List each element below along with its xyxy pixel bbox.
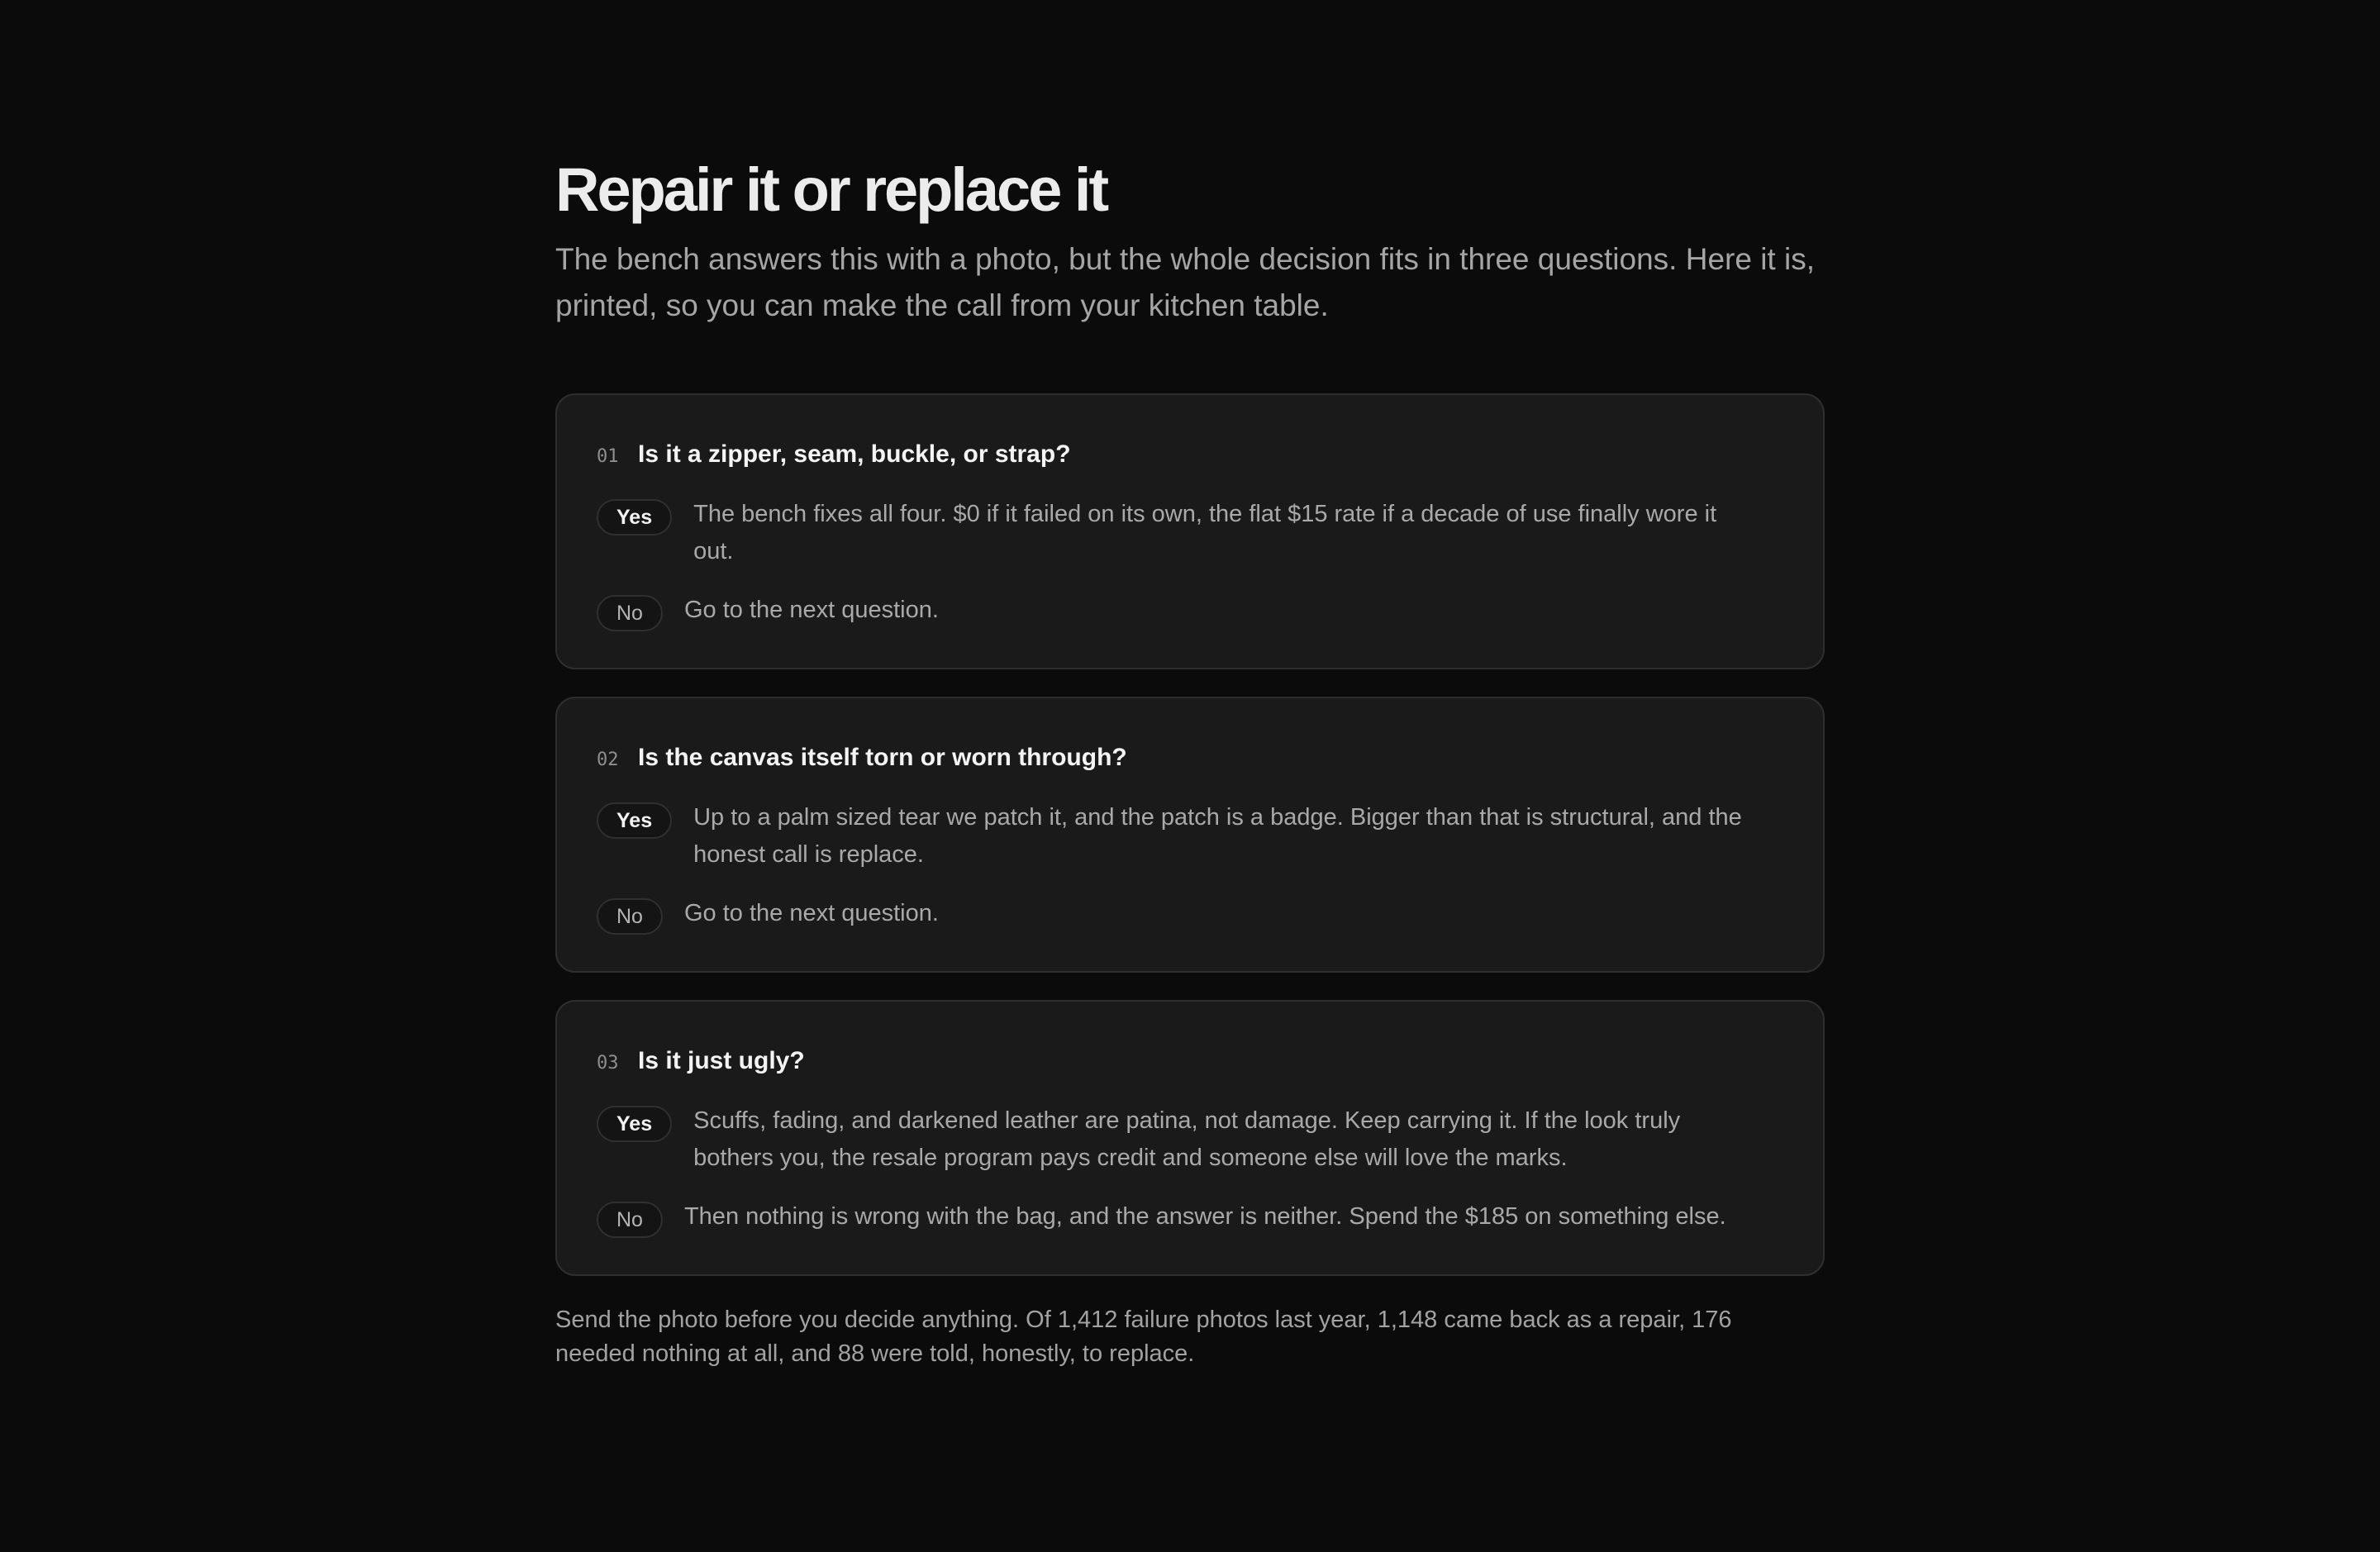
answer-yes: [597, 799, 1783, 874]
footer-note: Send the photo before you decide anything. Of 1,412 failure photos last year, 1,148 came back as a repair, 176 needed nothing at all, and 88 were told, honestly, to replace.: [555, 1307, 1732, 1367]
answer-no: [597, 1198, 1783, 1238]
answer-no-text: Then nothing is wrong with the bag, and the answer is neither. Spend the $185 on something else.: [683, 1203, 1726, 1230]
intro-paragraph: The bench answers this with a photo, but the whole decision fits in three questions. Here it is, printed, so you can make the call from your kitchen table.: [555, 242, 1815, 322]
question-header: [597, 436, 1783, 473]
answer-yes-text: Scuffs, fading, and darkened leather are patina, not damage. Keep carrying it. If the look truly bothers you, the resale program pays credit and someone else will love the marks.: [693, 1107, 1681, 1171]
answer-yes-text: The bench fixes all four. $0 if it failed on its own, the flat $15 rate if a decade of use finally wore it out.: [693, 501, 1717, 564]
answer-no: [597, 592, 1783, 631]
no-pill: No: [597, 595, 663, 631]
yes-pill: Yes: [597, 499, 672, 536]
answer-yes: [597, 1102, 1783, 1177]
question-header: [597, 740, 1783, 776]
no-pill: No: [597, 898, 663, 935]
answer-yes: [597, 496, 1783, 570]
question-card-2: [555, 697, 1825, 973]
question-list: [555, 393, 1825, 1276]
question-header: [597, 1043, 1783, 1079]
page-content: [555, 149, 1825, 1395]
question-card-3: [555, 1000, 1825, 1276]
question-number: 01: [597, 445, 619, 467]
no-pill: No: [597, 1202, 663, 1238]
answer-no: [597, 895, 1783, 935]
answer-yes-text: Up to a palm sized tear we patch it, and the patch is a badge. Bigger than that is structural, and the honest call is replace.: [693, 804, 1742, 868]
answer-no-text: Go to the next question.: [683, 900, 939, 926]
page-title: Repair it or replace it: [555, 155, 1107, 224]
yes-pill: Yes: [597, 1106, 672, 1142]
question-card-1: [555, 393, 1825, 669]
question-number: 02: [597, 749, 619, 770]
yes-pill: Yes: [597, 802, 672, 839]
question-number: 03: [597, 1052, 619, 1074]
answer-no-text: Go to the next question.: [683, 597, 939, 623]
question-text: Is it a zipper, seam, buckle, or strap?: [638, 440, 1071, 468]
question-text: Is it just ugly?: [638, 1047, 805, 1074]
question-text: Is the canvas itself torn or worn through?: [638, 744, 1127, 771]
